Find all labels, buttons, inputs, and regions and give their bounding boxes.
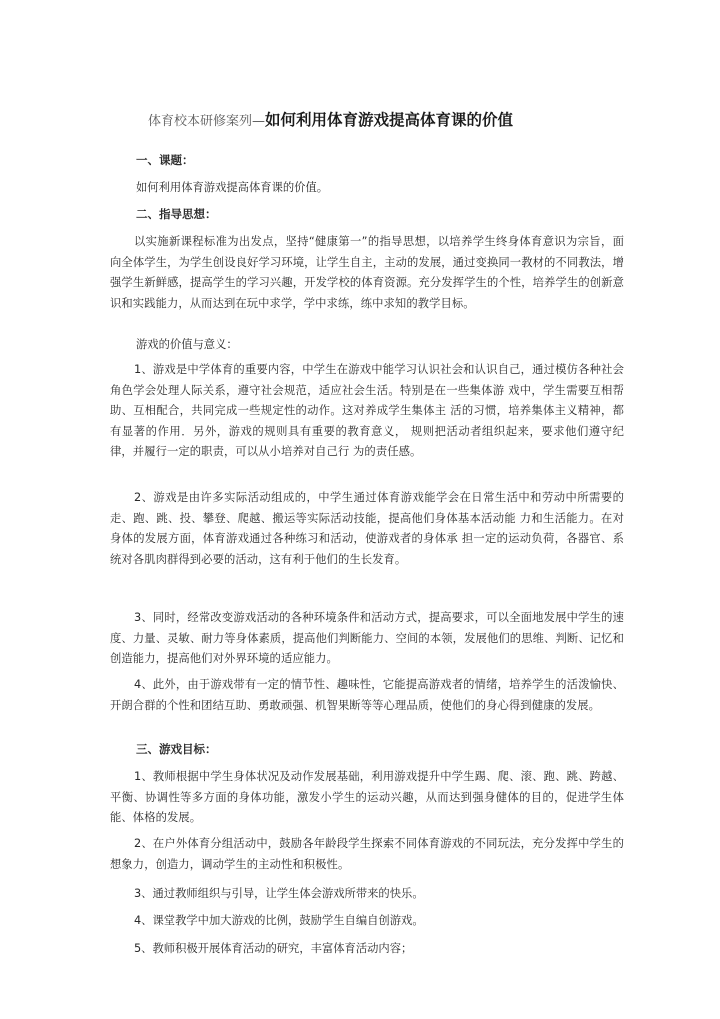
section-1-heading: 一、课题： xyxy=(136,153,194,167)
value-paragraph-1: 1、游戏是中学体育的重要内容，中学生在游戏中能学习认识社会和认识自己，通过模仿各种社会角色学会处理人际关系，遵守社会规范，适应社会生活。特别是在一些集体游 戏中，学生需要互相帮助、互相配合，共同完成一些规定性的动作。这对养成学生集体主 活的习惯，培养集体主义精神，都有显著的作用．另外，游戏的规则具有重要的教育意义， 规则把活动者组织起来，要求他们遵守纪律，并履行一定的职责，可以从小培养对自己行 为的责任感。 xyxy=(110,363,624,458)
goal-item-5: 5、教师积极开展体育活动的研究，丰富体育活动内容； xyxy=(134,942,413,955)
value-paragraph-3: 3、同时，经常改变游戏活动的各种环境条件和活动方式，提高要求，可以全面地发展中学生的速度、力量、灵敏、耐力等身体素质，提高他们判断能力、空间的本领，发展他们的思维、判断、记忆和创造能力，提高他们对外界环境的适应能力。 xyxy=(110,611,624,665)
title-main: 如何利用体育游戏提高体育课的价值 xyxy=(265,110,514,129)
section-1-text: 如何利用体育游戏提高体育课的价值。 xyxy=(136,181,329,194)
value-paragraph-2: 2、游戏是由许多实际活动组成的，中学生通过体育游戏能学会在日常生活中和劳动中所需要的走、跑、跳、投、攀登、爬越、搬运等实际活动技能，提高他们身体基本活动能 力和生活能力。在对身体的发展方面，体育游戏通过各种练习和活动，使游戏者的身体承 担一定的运动负荷，各器官、系统对各肌肉群得到必要的活动，这有利于他们的生长发育。 xyxy=(110,491,624,566)
title-prefix: 体育校本研修案列— xyxy=(148,114,266,129)
guiding-paragraph: 以实施新课程标准为出发点，坚持“健康第一”的指导思想，以培养学生终身体育意识为宗旨，面向全体学生，为学生创设良好学习环境，让学生自主，主动的发展，通过变换同一教材的不同教法，增强学生新鲜感，提高学生的学习兴趣，开发学校的体育资源。充分发挥学生的个性，培养学生的创新意识和实践能力，从而达到在玩中求学，学中求练，练中求知的教学目标。 xyxy=(110,235,624,310)
goal-item-3: 3、通过教师组织与引导，让学生体会游戏所带来的快乐。 xyxy=(134,887,424,900)
document-title xyxy=(148,109,648,133)
goal-item-4: 4、课堂教学中加大游戏的比例，鼓励学生自编自创游戏。 xyxy=(134,914,424,927)
goal-paragraph-2: 2、在户外体育分组活动中，鼓励各年龄段学生探索不同体育游戏的不同玩法，充分发挥中学生的想象力，创造力，调动学生的主动性和积极性。 xyxy=(110,837,624,871)
section-3-heading: 三、游戏目标： xyxy=(136,742,217,756)
value-intro: 游戏的价值与意义： xyxy=(136,338,238,351)
section-2-heading: 二、指导思想： xyxy=(136,207,217,221)
goal-paragraph-1: 1、教师根据中学生身体状况及动作发展基础，利用游戏提升中学生踢、爬、滚、跑、跳、跨越、平衡、协调性等多方面的身体功能，激发小学生的运动兴趣，从而达到强身健体的目的，促进学生体能、体格的发展。 xyxy=(110,770,624,824)
value-paragraph-4: 4、此外，由于游戏带有一定的情节性、趣味性，它能提高游戏者的情绪，培养学生的活泼愉快、开朗合群的个性和团结互助、勇敢顽强、机智果断等等心理品质，使他们的身心得到健康的发展。 xyxy=(110,678,624,712)
